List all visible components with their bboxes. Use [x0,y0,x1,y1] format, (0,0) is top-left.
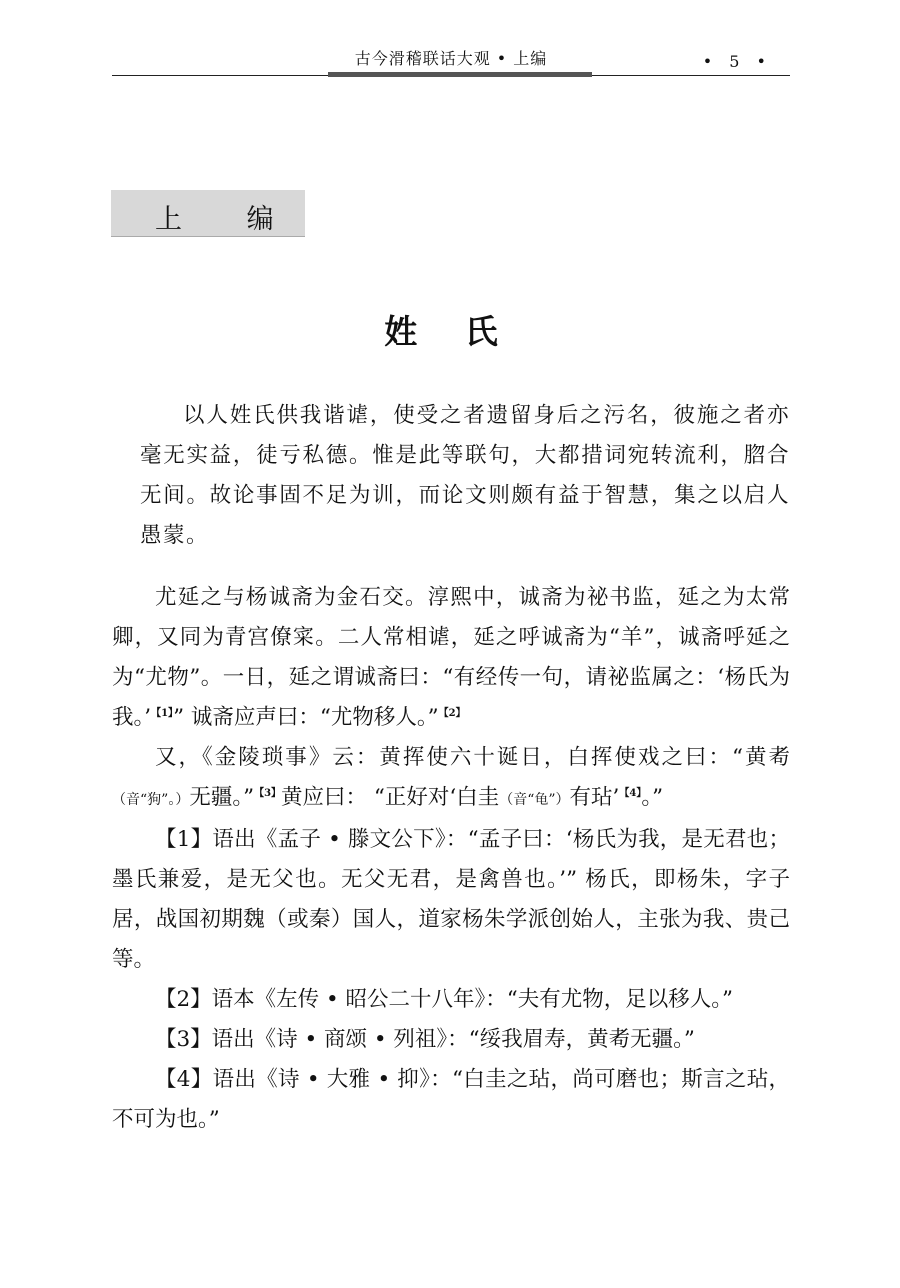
paragraph [112,738,790,820]
page-number: • 5 • [702,52,772,71]
paragraph-text: 。” [641,785,664,810]
paragraph [112,578,790,738]
footnote-3: 【3】语出《诗 • 商颂 • 列祖》：“绥我眉寿，黄耇无疆。” [155,1027,695,1052]
running-header-title: 古今滑稽联话大观 • 上编 [354,49,548,68]
pronunciation-note: （音“狗”。） [112,792,190,808]
paragraph-text: 无疆。” [189,785,255,810]
paragraph-text: 尤延之与杨诚斋为金石交。淳熙中，诚斋为祕书监，延之为太常卿，又同为青宫僚寀。二人常相谑，延之呼诚斋为“羊”，诚斋呼延之为“尤物”。一日，延之谓诚斋曰：“有经传一句，请祕监属之：‘杨氏为我。’ [112,585,790,730]
chapter-title: 姓 氏 [384,312,516,351]
paragraph-text: ” 诚斋应声曰：“尤物移人。” [173,705,439,730]
footnote-2: 【2】语本《左传 • 昭公二十八年》：“夫有尤物，足以移人。” [155,987,734,1012]
paragraph-text: 又，《金陵琐事》云：黄挥使六十诞日，白挥使戏之曰：“黄耇 [155,745,790,770]
intro-block [140,396,790,556]
paragraph-text: 有玷’ [569,785,620,810]
footnote-ref-3: 【3】 [254,787,282,799]
main-text [112,578,790,1140]
paragraph-text: 黄应曰： “正好对‘白圭 [281,785,500,810]
footnote-4: 【4】语出《诗 • 大雅 • 抑》：“白圭之玷，尚可磨也；斯言之玷，不可为也。” [112,1067,790,1132]
pronunciation-note: （音“龟”） [499,792,570,808]
footnote-ref-2: 【2】 [438,707,466,719]
footnote-1: 【1】语出《孟子 • 滕文公下》：“孟子曰：‘杨氏为我，是无君也；墨氏兼爱，是无父也。无父无君，是禽兽也。’” 杨氏，即杨朱，字子居，战国初期魏（或秦）国人，道家杨朱学派创始人，主张为我、贵己等。 [112,827,790,972]
section-tab-label: 上 编 [155,204,302,235]
section-tab [111,190,305,237]
header-accent-bar [328,72,592,77]
intro-paragraph: 以人姓氏供我谐谑，使受之者遗留身后之污名，彼施之者亦毫无实益，徒亏私德。惟是此等联句，大都措词宛转流利，脗合无间。故论事固不足为训，而论文则颇有益于智慧，集之以启人愚蒙。 [140,403,790,548]
footnote-ref-1: 【1】 [151,707,174,719]
running-header [112,40,790,80]
footnote-ref-4: 【4】 [619,787,642,799]
